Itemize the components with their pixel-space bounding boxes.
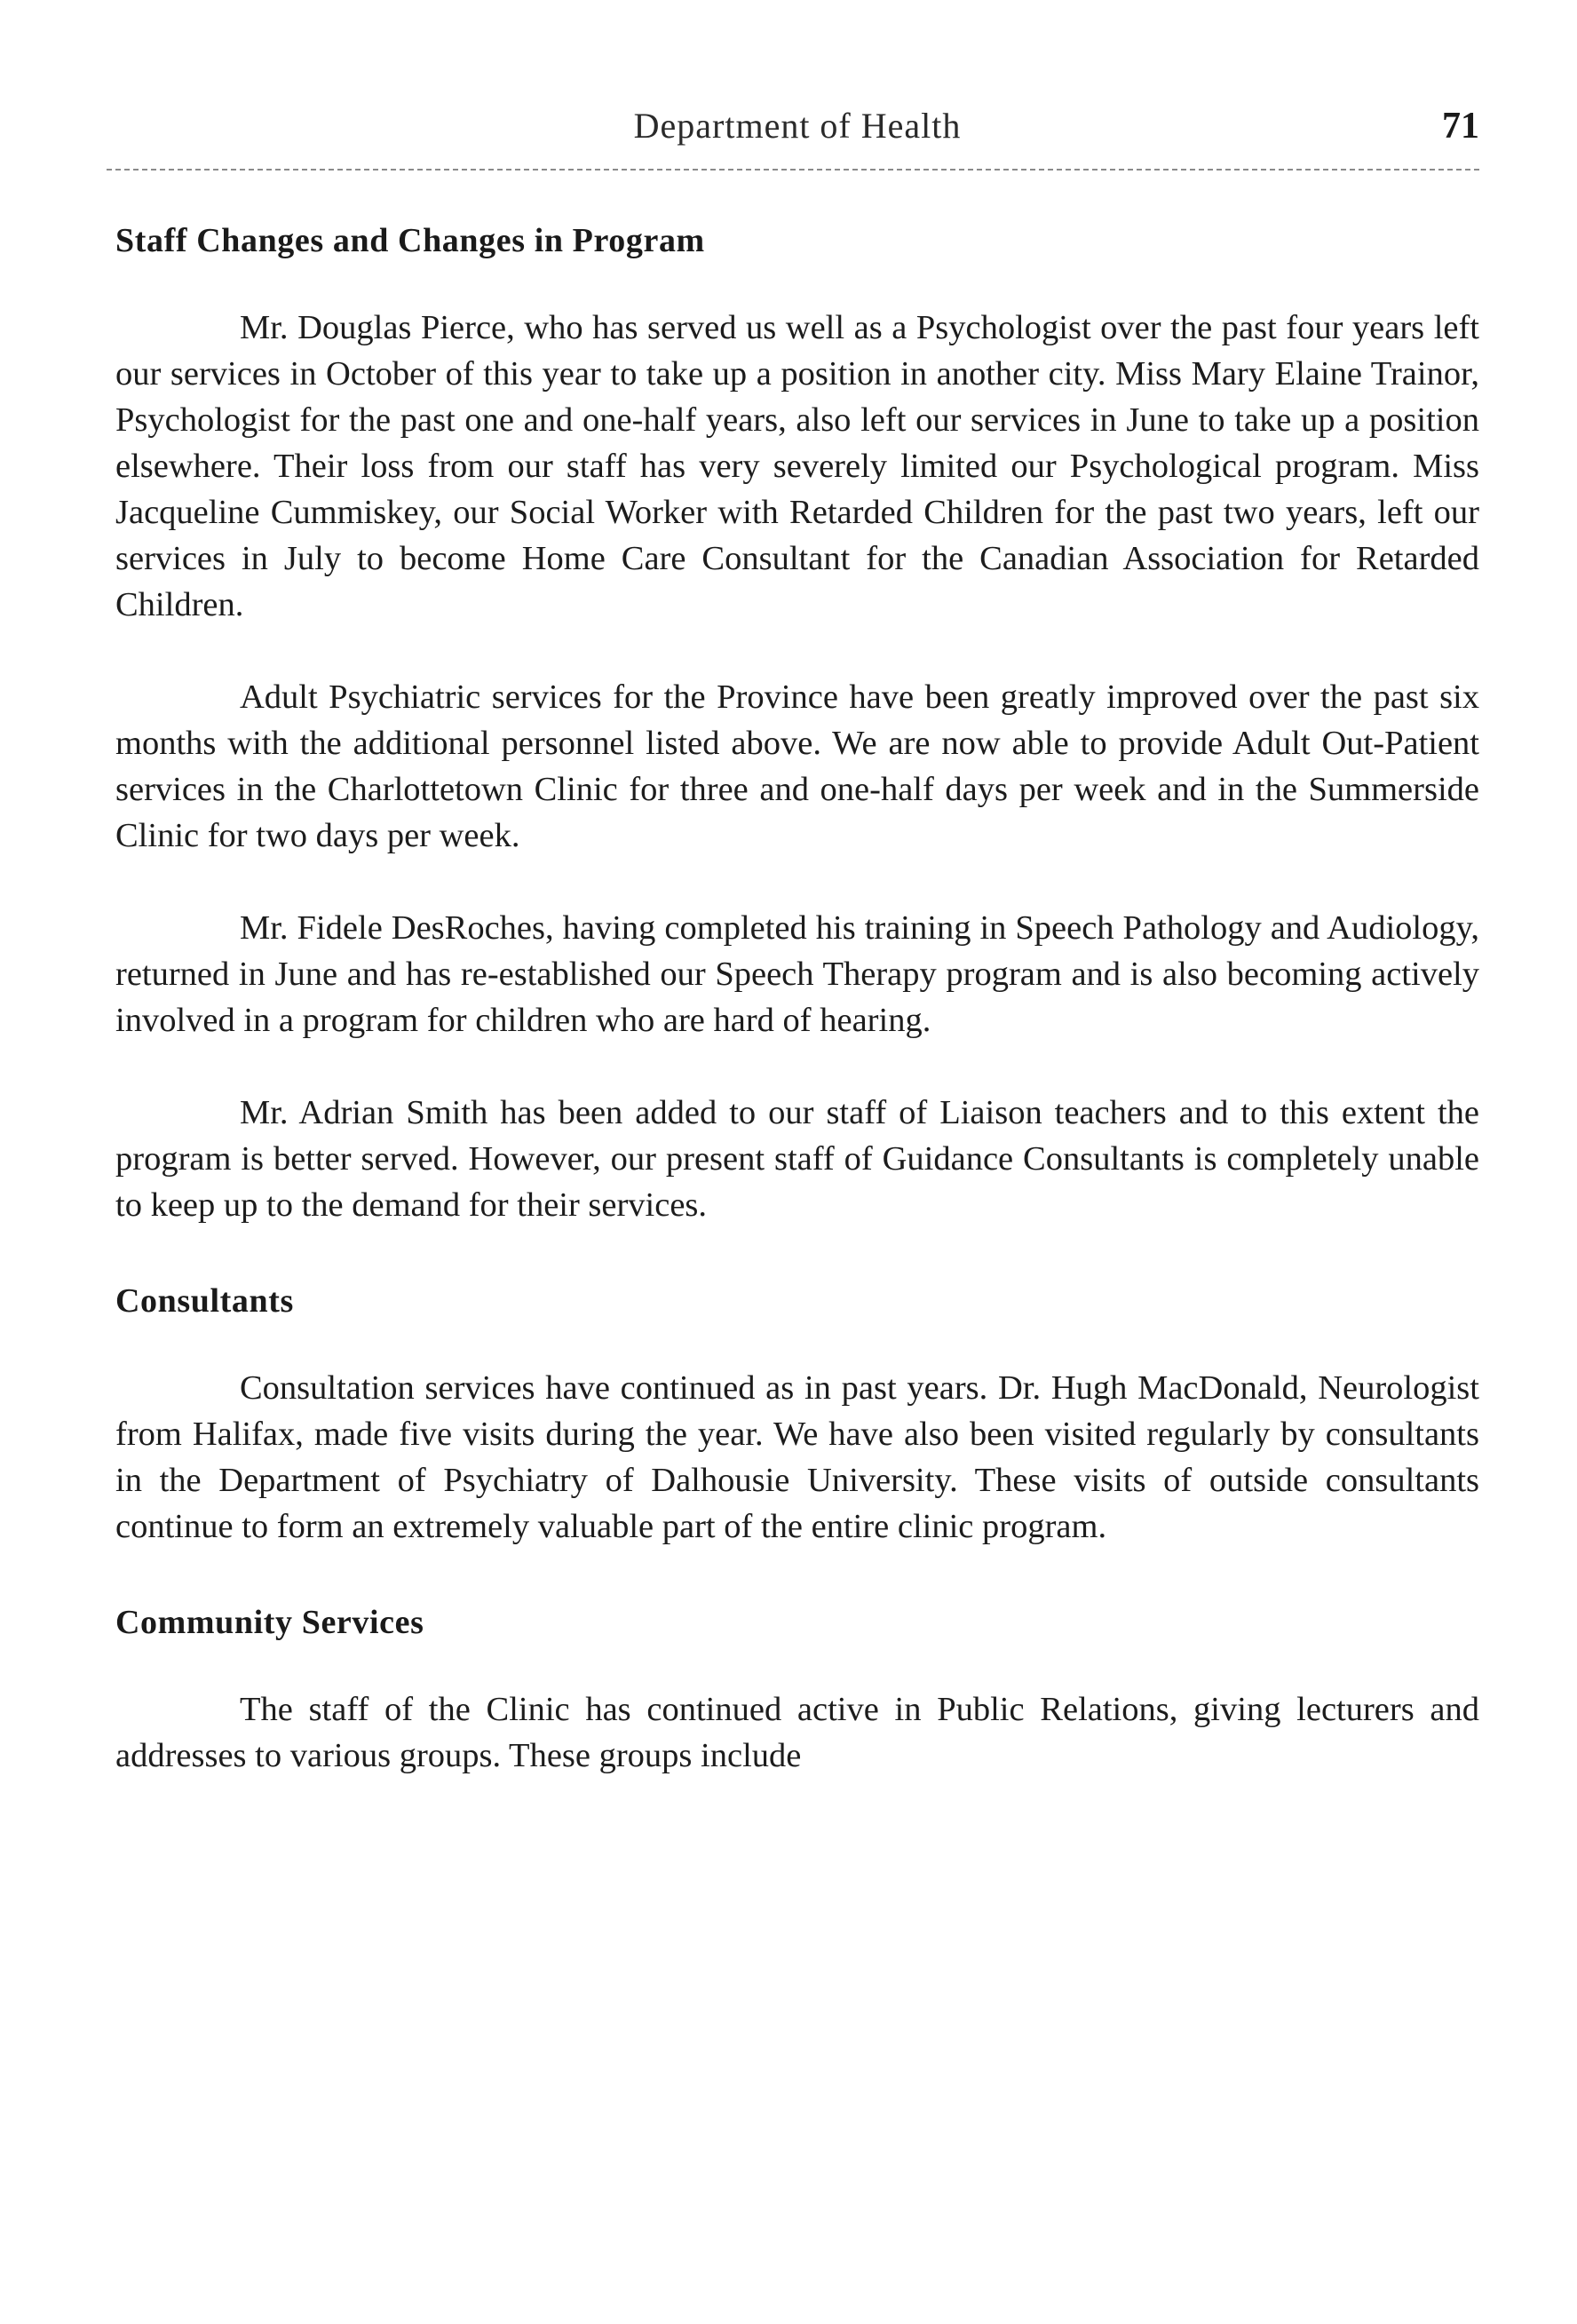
page-number: 71 [1442,106,1479,147]
running-title: Department of Health [633,106,962,146]
paragraph-liaison-teachers: Mr. Adrian Smith has been added to our staff of Liaison teachers and to this extent the program is better served. However, our present staff of Guidance Consultants is completely unable to keep up to the demand for their services. [115,1094,1479,1224]
section-heading-staff-changes: Staff Changes and Changes in Program [115,222,705,259]
section-heading-community-services: Community Services [115,1604,424,1641]
document-page [115,0,1479,2324]
paragraph-staff-departures: Mr. Douglas Pierce, who has served us well as a Psychologist over the past four years left our services in October of this year to take up a position in another city. Miss Mary Elaine Trainor, Psychologist for the past one and one-half years, also left our services in June to take up a position elsewhere. Their loss from our staff has very severely limited our Psychological program. Miss Jacqueline Cummiskey, our Social Worker with Retarded Children for the past two years, left our services in July to become Home Care Consultant for the Canadian Association for Retarded Children. [115,309,1479,623]
page-content [115,218,1479,1779]
paragraph-speech-therapy: Mr. Fidele DesRoches, having completed his training in Speech Pathology and Audiology, returned in June and has re-established our Speech Therapy program and is also becoming actively involved in a program for children who are hard of hearing. [115,909,1479,1039]
paragraph-public-relations: The staff of the Clinic has continued active in Public Relations, giving lecturers and addresses to various groups. These groups include [115,1691,1479,1774]
paragraph-adult-psychiatric: Adult Psychiatric services for the Province have been greatly improved over the past six months with the additional personnel listed above. We are now able to provide Adult Out-Patient services in the Charlottetown Clinic for three and one-half days per week and in the Summerside Clinic for two days per week. [115,678,1479,854]
section-heading-consultants: Consultants [115,1282,294,1320]
header-rule [107,169,1479,171]
paragraph-consultation-services: Consultation services have continued as in past years. Dr. Hugh MacDonald, Neurologist from Halifax, made five visits during the year. We have also been visited regularly by consultants in the Department of Psychiatry of Dalhousie University. These visits of outside consultants continue to form an extremely valuable part of the entire clinic program. [115,1369,1479,1545]
running-header [115,105,1479,158]
